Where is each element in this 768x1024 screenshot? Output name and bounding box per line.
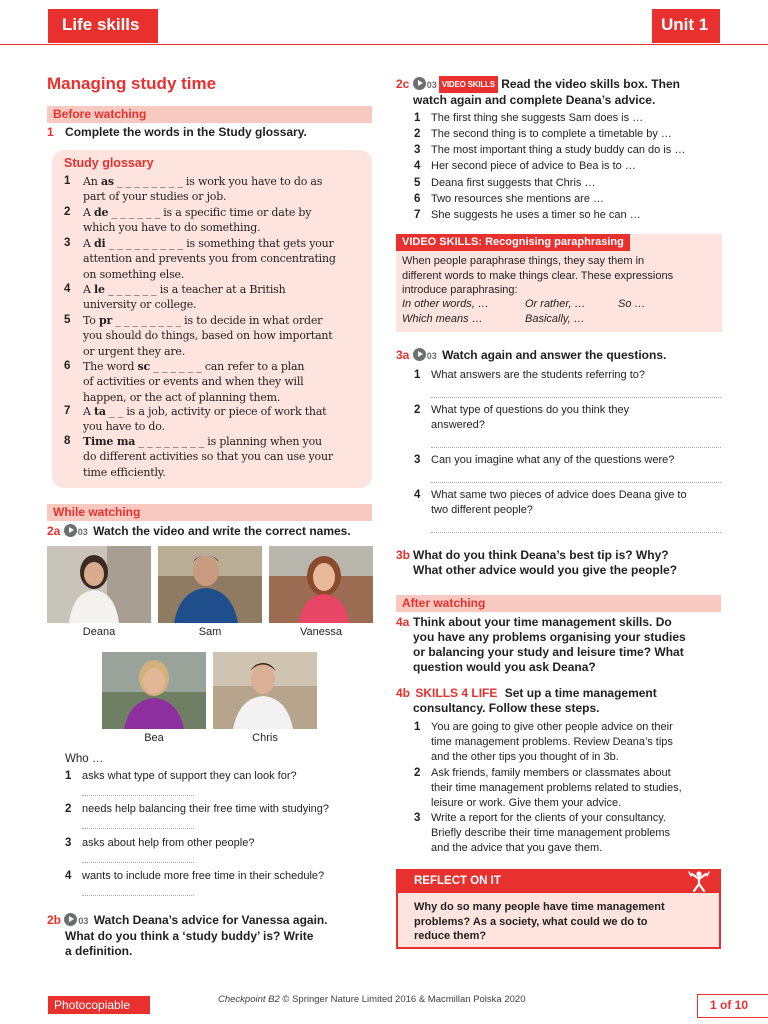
question-1 xyxy=(47,125,307,140)
glossary-line: A le _ _ _ _ _ _ is a teacher at a British xyxy=(83,283,286,296)
photo-deana xyxy=(47,546,151,623)
item-number: 3 xyxy=(64,237,71,249)
question-3a xyxy=(396,348,666,364)
glossary-line: of activities or events and when they will xyxy=(83,375,304,389)
video-skills-text xyxy=(402,254,673,298)
photo-sam xyxy=(158,546,262,623)
item-number: 1 xyxy=(65,770,72,782)
answer-line[interactable] xyxy=(431,447,721,448)
question-number: 4a xyxy=(396,615,410,629)
item-number: 2 xyxy=(414,128,421,140)
item-text: Ask friends, family members or classmates about xyxy=(431,767,671,779)
question-3b xyxy=(396,548,726,578)
phrase: Basically, … xyxy=(525,313,585,325)
section-tab: Life skills xyxy=(48,9,158,43)
glossary-line: or urgent they are. xyxy=(83,344,186,358)
glossary-item xyxy=(64,236,364,282)
question-2b xyxy=(47,913,377,959)
glossary-line: Time ma _ _ _ _ _ _ _ _ is planning when you xyxy=(83,435,322,448)
glossary-item xyxy=(64,359,364,405)
item-number: 3 xyxy=(65,837,72,849)
item-text: asks about help from other people? xyxy=(82,837,255,849)
play-audio-icon[interactable] xyxy=(64,913,77,926)
question-text: a definition. xyxy=(65,944,133,958)
text-line: different words to make things clear. These expressions xyxy=(402,269,674,282)
item-text: Her second piece of advice to Bea is to … xyxy=(431,160,636,172)
item-text: The first thing she suggests Sam does is … xyxy=(431,112,644,124)
header-rule xyxy=(0,44,768,45)
item-number: 5 xyxy=(64,314,71,326)
question-number: 4b xyxy=(396,686,411,700)
item-text: You are going to give other people advice on their xyxy=(431,721,673,733)
item-number: 4 xyxy=(414,489,421,501)
glossary-item xyxy=(64,434,364,480)
person-name: Deana xyxy=(82,626,116,638)
after-watching-bar: After watching xyxy=(396,595,721,612)
answer-line[interactable] xyxy=(82,795,194,796)
glossary-line: do different activities so that you can use your xyxy=(83,450,333,464)
phrase: Or rather, … xyxy=(525,298,586,310)
video-skills-title: VIDEO SKILLS: Recognising paraphrasing xyxy=(396,234,630,251)
glossary-line: university or college. xyxy=(83,298,197,312)
item-text: What answers are the students referring to? xyxy=(431,369,645,381)
item-text: asks what type of support they can look for? xyxy=(82,770,297,782)
item-text: The most important thing a study buddy can do is … xyxy=(431,144,686,156)
play-audio-icon[interactable] xyxy=(64,524,77,537)
question-2a xyxy=(47,524,351,540)
item-number: 1 xyxy=(64,175,71,187)
item-text: time management problems. Review Deana’s tips xyxy=(431,736,673,748)
item-text: What same two pieces of advice does Deana give to xyxy=(431,489,687,501)
copyright xyxy=(218,994,525,1005)
item-text: Can you imagine what any of the questions were? xyxy=(431,454,675,466)
glossary-line: part of your studies or job. xyxy=(83,190,227,204)
answer-line[interactable] xyxy=(82,862,194,863)
photo-vanessa xyxy=(269,546,373,623)
person-name: Vanessa xyxy=(300,626,342,638)
phrase: In other words, … xyxy=(402,298,489,310)
question-number: 3b xyxy=(396,548,411,562)
unit-tab: Unit 1 xyxy=(652,9,720,43)
question-number: 2b xyxy=(47,913,62,927)
item-number: 2 xyxy=(64,206,71,218)
item-text: Write a report for the clients of your consultancy. xyxy=(431,812,666,824)
question-text: Watch Deana’s advice for Vanessa again. xyxy=(93,913,328,927)
item-number: 1 xyxy=(414,112,421,124)
text-line: introduce paraphrasing: xyxy=(402,284,518,296)
question-text: Think about your time management skills. Do xyxy=(413,615,672,629)
track-code: 03 xyxy=(77,527,88,537)
glossary-title: Study glossary xyxy=(64,156,154,170)
glossary-item xyxy=(64,313,364,359)
question-number: 1 xyxy=(47,125,54,139)
question-text: watch again and complete Deana’s advice. xyxy=(413,93,656,107)
question-number: 2c xyxy=(396,77,410,91)
item-number: 2 xyxy=(414,404,421,416)
item-text: Briefly describe their time management problems xyxy=(431,827,671,839)
person-name: Sam xyxy=(198,626,222,638)
track-code: 03 xyxy=(78,916,89,926)
question-text: or balancing your study and leisure time? What xyxy=(413,645,684,659)
glossary-item xyxy=(64,174,364,205)
reflect-title: REFLECT ON IT xyxy=(414,875,501,887)
play-audio-icon[interactable] xyxy=(413,348,426,361)
item-text: She suggests he uses a timer so he can … xyxy=(431,209,641,221)
item-number: 6 xyxy=(64,360,71,372)
question-4b xyxy=(396,686,726,716)
item-text: answered? xyxy=(431,419,485,431)
glossary-line: To pr _ _ _ _ _ _ _ _ is to decide in what order xyxy=(83,314,323,327)
item-number: 2 xyxy=(65,803,72,815)
question-4a xyxy=(396,615,726,675)
reflect-question xyxy=(414,900,665,944)
question-number: 3a xyxy=(396,348,410,362)
text-line: When people paraphrase things, they say them in xyxy=(402,255,645,267)
question-text: you have any problems organising your studies xyxy=(413,630,686,644)
item-number: 7 xyxy=(64,405,71,417)
item-number: 5 xyxy=(414,177,421,189)
item-number: 3 xyxy=(414,144,421,156)
glossary-line: time efficiently. xyxy=(83,465,166,479)
text-line: problems? As a society, what could we do to xyxy=(414,915,648,928)
glossary-line: which you have to do something. xyxy=(83,221,261,235)
item-number: 4 xyxy=(64,283,71,295)
glossary-line: you have to do. xyxy=(83,420,165,434)
photo-chris xyxy=(213,652,317,729)
item-number: 4 xyxy=(414,160,421,172)
question-text: What other advice would you give the people? xyxy=(413,563,678,577)
skills-4-life-label: SKILLS 4 LIFE xyxy=(415,686,498,700)
item-number: 2 xyxy=(414,767,421,779)
book-title: Checkpoint B2 xyxy=(218,994,280,1005)
item-number: 4 xyxy=(65,870,72,882)
text-line: Why do so many people have time management xyxy=(414,901,665,913)
answer-line[interactable] xyxy=(431,482,721,483)
page-number: 1 of 10 xyxy=(697,994,768,1018)
track-code: 03 xyxy=(426,80,437,90)
copyright-text: © Springer Nature Limited 2016 & Macmillan Polska 2020 xyxy=(279,994,526,1005)
glossary-line: A de _ _ _ _ _ _ is a specific time or date by xyxy=(83,206,312,219)
question-text: Watch again and answer the questions. xyxy=(442,348,667,362)
item-number: 3 xyxy=(414,454,421,466)
while-watching-bar: While watching xyxy=(47,504,372,521)
question-text: Set up a time management xyxy=(504,686,657,700)
item-text: and the other tips you thought of in 3b. xyxy=(431,751,619,763)
item-number: 7 xyxy=(414,209,421,221)
glossary-line: happen, or the act of planning them. xyxy=(83,390,281,404)
question-text: Complete the words in the Study glossary. xyxy=(65,125,307,139)
item-number: 1 xyxy=(414,369,421,381)
video-skills-badge: VIDEO SKILLS xyxy=(439,76,498,93)
page-title: Managing study time xyxy=(47,74,217,93)
who-label: Who … xyxy=(65,753,104,765)
glossary-line: on something else. xyxy=(83,267,185,281)
answer-line[interactable] xyxy=(431,532,721,533)
item-text: and the advice that you gave them. xyxy=(431,842,603,854)
glossary-line: A ta _ _ is a job, activity or piece of work that xyxy=(83,405,327,418)
question-text: consultancy. Follow these steps. xyxy=(413,701,600,715)
glossary-item xyxy=(64,404,364,435)
item-text: two different people? xyxy=(431,504,533,516)
phrase: So … xyxy=(618,298,646,310)
answer-line[interactable] xyxy=(82,895,194,896)
glossary-line: An as _ _ _ _ _ _ _ _ is work you have to do as xyxy=(83,175,323,188)
question-text: What do you think Deana’s best tip is? Why? xyxy=(413,548,669,562)
reflect-person-icon xyxy=(686,870,712,892)
question-number: 2a xyxy=(47,524,61,538)
glossary-item xyxy=(64,282,364,313)
item-text: leisure or work. Give them your advice. xyxy=(431,797,622,809)
item-text: needs help balancing their free time with studying? xyxy=(82,803,330,815)
photocopiable-tab: Photocopiable xyxy=(48,996,150,1014)
play-audio-icon[interactable] xyxy=(413,77,426,90)
item-number: 1 xyxy=(414,721,421,733)
question-2c xyxy=(396,76,726,108)
person-name: Chris xyxy=(252,732,278,744)
item-number: 6 xyxy=(414,193,421,205)
glossary-line: The word sc _ _ _ _ _ _ can refer to a plan xyxy=(83,360,305,373)
glossary-line: A di _ _ _ _ _ _ _ _ _ is something that gets your xyxy=(83,237,334,250)
phrase: Which means … xyxy=(402,313,483,325)
answer-line[interactable] xyxy=(431,397,721,398)
question-text: Read the video skills box. Then xyxy=(501,77,680,91)
item-number: 8 xyxy=(64,435,71,447)
glossary-line: attention and prevents you from concentrating xyxy=(83,252,336,266)
question-text: Watch the video and write the correct names. xyxy=(93,524,351,538)
glossary-item xyxy=(64,205,364,236)
answer-line[interactable] xyxy=(82,828,194,829)
item-text: their time management problems related to studies, xyxy=(431,782,682,794)
person-name: Bea xyxy=(144,732,164,744)
item-number: 3 xyxy=(414,812,421,824)
question-text: What do you think a ‘study buddy’ is? Write xyxy=(65,929,314,943)
item-text: What type of questions do you think they xyxy=(431,404,630,416)
before-watching-bar: Before watching xyxy=(47,106,372,123)
text-line: reduce them? xyxy=(414,930,487,942)
item-text: Two resources she mentions are … xyxy=(431,193,605,205)
glossary-line: you should do things, based on how important xyxy=(83,329,333,343)
photo-bea xyxy=(102,652,206,729)
question-text: question would you ask Deana? xyxy=(413,660,596,674)
item-text: wants to include more free time in their schedule? xyxy=(82,870,325,882)
track-code: 03 xyxy=(426,351,437,361)
item-text: The second thing is to complete a timetable by … xyxy=(431,128,672,140)
item-text: Deana first suggests that Chris … xyxy=(431,177,596,189)
